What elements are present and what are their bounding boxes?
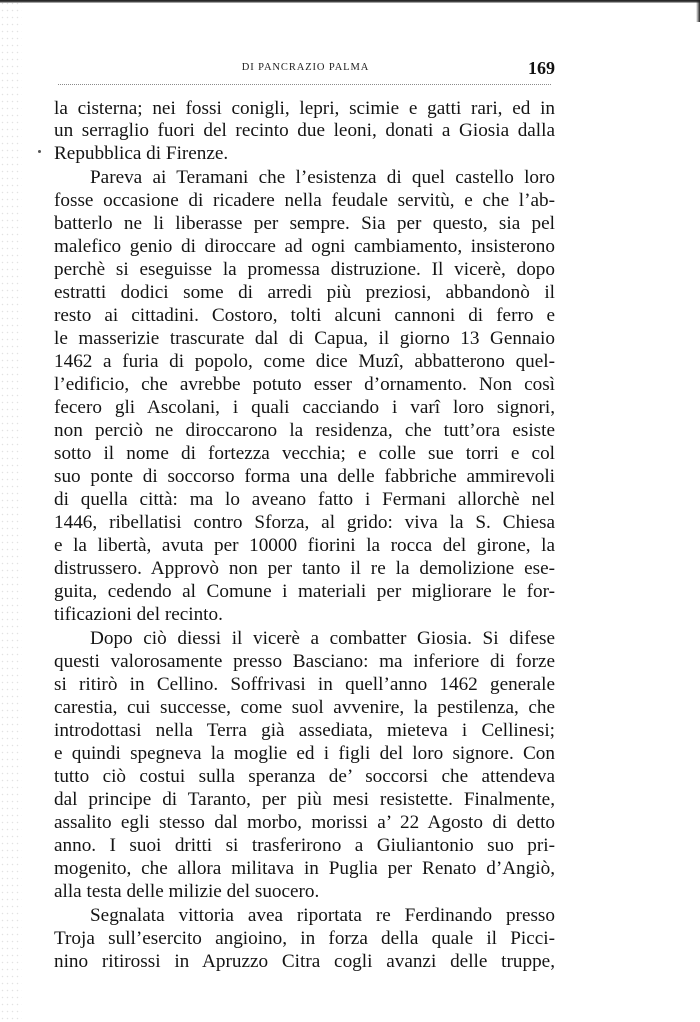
text-line: fosse occasione di ricadere nella feudale servitù, e che l’ab-	[54, 190, 555, 211]
text-line: distrussero. Approvò non per tanto il re la demolizione ese-	[54, 558, 555, 579]
text-line: le masserizie trascurate dal di Capua, il giorno 13 Gennaio	[54, 328, 555, 349]
margin-dot	[38, 150, 41, 153]
text-line: batterlo ne li liberasse per sempre. Sia per questo, sia pel	[54, 213, 555, 234]
text-line: anno. I suoi dritti si trasferirono a Giuliantonio suo pri-	[54, 835, 555, 856]
text-line: e la libertà, avuta per 10000 fiorini la rocca del girone, la	[54, 535, 555, 556]
running-head	[54, 58, 557, 82]
text-line: e quindi spegneva la moglie ed i figli del loro signore. Con	[54, 743, 555, 764]
text-line: 1462 a furia di popolo, come dice Muzî, abbatterono quel-	[54, 351, 555, 372]
text-line: guita, cedendo al Comune i materiali per migliorare le for-	[54, 581, 555, 602]
text-line: si ritirò in Cellino. Soffrivasi in quell’anno 1462 generale	[54, 674, 555, 695]
text-line: sotto il nome di fortezza vecchia; e colle sue torri e col	[54, 443, 555, 464]
text-line: mogenito, che allora militava in Puglia per Renato d’Angiò,	[54, 858, 555, 879]
text-line: assalito egli stesso dal morbo, morissi a’ 22 Agosto di detto	[54, 812, 555, 833]
page-number: 169	[528, 58, 555, 78]
text-line: estratti dodici some di arredi più preziosi, abbandonò il	[54, 282, 555, 303]
text-line: Repubblica di Firenze.	[54, 143, 229, 164]
text-line: di quella città: ma lo aveano fatto i Fermani allorchè nel	[54, 489, 555, 510]
text-line: Dopo ciò diessi il vicerè a combatter Giosia. Si difese	[90, 628, 555, 649]
scan-top-edge	[0, 0, 700, 3]
text-line: non perciò ne diroccarono la residenza, che tutt’ora esiste	[54, 420, 555, 441]
text-line: tutto ciò costui sulla speranza de’ soccorsi che attendeva	[54, 766, 555, 787]
text-line: 1446, ribellatisi contro Sforza, al grido: viva la S. Chiesa	[54, 512, 555, 533]
text-line: Troja sull’esercito angioino, in forza della quale il Picci-	[54, 928, 555, 949]
text-line: tificazioni del recinto.	[54, 604, 223, 625]
text-line: alla testa delle milizie del suocero.	[54, 881, 320, 902]
scan-gutter-noise	[0, 0, 22, 1022]
text-line: introdottasi nella Terra già assediata, mieteva i Cellinesi;	[54, 720, 555, 741]
text-line: resto ai cittadini. Costoro, tolti alcuni cannoni di ferro e	[54, 305, 555, 326]
text-line: un serraglio fuori del recinto due leoni, donati a Giosia dalla	[54, 120, 555, 141]
text-line: dal principe di Taranto, per più mesi resistette. Finalmente,	[54, 789, 555, 810]
text-line: l’edificio, che avrebbe potuto esser d’ornamento. Non così	[54, 374, 555, 395]
text-line: carestia, cui successe, come suol avvenire, la pestilenza, che	[54, 697, 555, 718]
text-line: fecero gli Ascolani, i quali cacciando i varî loro signori,	[54, 397, 555, 418]
text-line: nino ritirossi in Apruzzo Citra cogli avanzi delle truppe,	[54, 951, 555, 972]
text-line: questi valorosamente presso Basciano: ma inferiore di forze	[54, 651, 555, 672]
scan-corner-edge	[696, 0, 700, 22]
header-dotted-rule	[58, 84, 551, 85]
text-line: Pareva ai Teramani che l’esistenza di quel castello loro	[90, 167, 555, 188]
text-line: la cisterna; nei fossi conigli, lepri, scimie e gatti rari, ed in	[54, 98, 555, 119]
text-line: Segnalata vittoria avea riportata re Ferdinando presso	[90, 905, 555, 926]
text-line: suo ponte di soccorso forma una delle fabbriche ammirevoli	[54, 466, 555, 487]
text-line: perchè si eseguisse la promessa distruzione. Il vicerè, dopo	[54, 259, 555, 280]
text-line: malefico genio di diroccare ad ogni cambiamento, insisterono	[54, 236, 555, 257]
running-title: DI PANCRAZIO PALMA	[241, 62, 370, 73]
